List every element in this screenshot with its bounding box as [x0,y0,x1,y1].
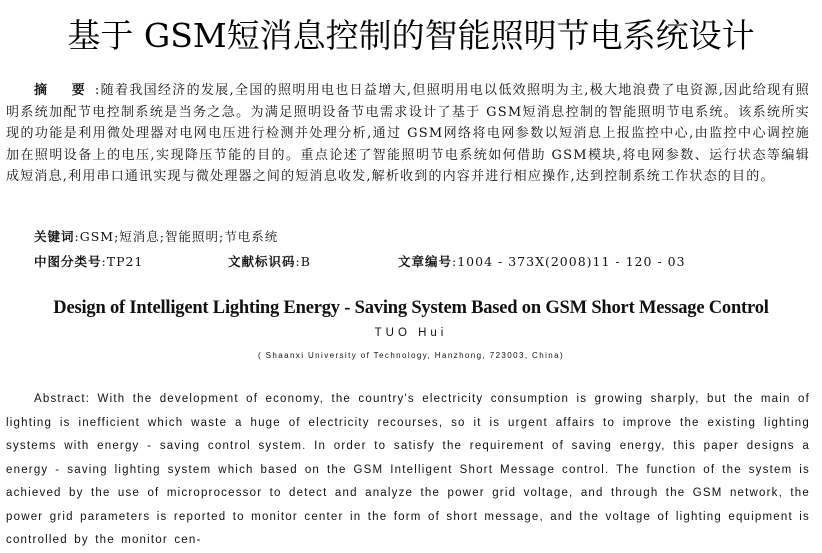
abstract-cn [6,80,810,188]
keywords-label: 关键词 [34,229,75,244]
article-no-value: :1004 - 373X(2008)11 - 120 - 03 [452,254,686,269]
author-en: TUO Hui [374,327,448,339]
keywords-row [34,227,278,245]
abstract-en-text: : With the development of economy, the country's electricity consumption is growing sharply, but the main of lighting is inefficient which waste a huge of electricity recourses, so it is urgent affairs to improve the existing lighting systems with energy - saving control system. In order to satisfy the requirement of saving energy, this paper designs a energy - saving lighting system which based on the GSM Intelligent Short Message control. The function of the system is achieved by the use of microprocessor to detect and analyze the power grid voltage, and through the GSM network, the power grid parameters is reported to monitor center in the form of short message, and the voltage of lighting equipment is controlled by the monitor cen- [6,393,810,546]
abstract-en-label: Abstract [34,393,86,405]
abstract-en [6,388,810,553]
paper-title-en: Design of Intelligent Lighting Energy - Saving System Based on GSM Short Message Control [53,298,769,318]
abstract-cn-text: :随着我国经济的发展,全国的照明用电也日益增大,但照明用电以低效照明为主,极大地浪费了电资源,因此给现有照明系统加配节电控制系统是当务之急。为满足照明设备节电需求设计了基于 GSM短消息控制的智能照明节电系统。该系统所实现的功能是利用微处理器对电网电压进行检测并处理分析,通过 GSM网络将电网参数以短消息上报监控中心,由监控中心调控施加在照明设备上的电压,实现降压节能的目的。重点论述了智能照明节电系统如何借助 GSM模块,将电网参数、运行状态等编辑成短消息,利用串口通讯实现与微处理器之间的短消息收发,解析收到的内容并进行相应操作,达到控制系统工作状态的目的。 [6,83,810,184]
doc-code-row [228,252,311,270]
article-no-label: 文章编号 [398,254,453,269]
paper-title-cn: 基于 GSM短消息控制的智能照明节电系统设计 [67,16,755,55]
clc-label: 中图分类号 [34,254,102,269]
abstract-cn-label: 摘 要 [34,83,95,98]
affiliation-en: ( Shaanxi University of Technology, Hanzhong, 723003, China) [257,351,565,360]
doc-code-label: 文献标识码 [228,254,296,269]
article-no-row [398,252,686,270]
clc-row [34,252,143,270]
doc-code-value: :B [295,254,311,269]
clc-value: :TP21 [101,254,144,269]
keywords-value: :GSM;短消息;智能照明;节电系统 [74,229,279,244]
